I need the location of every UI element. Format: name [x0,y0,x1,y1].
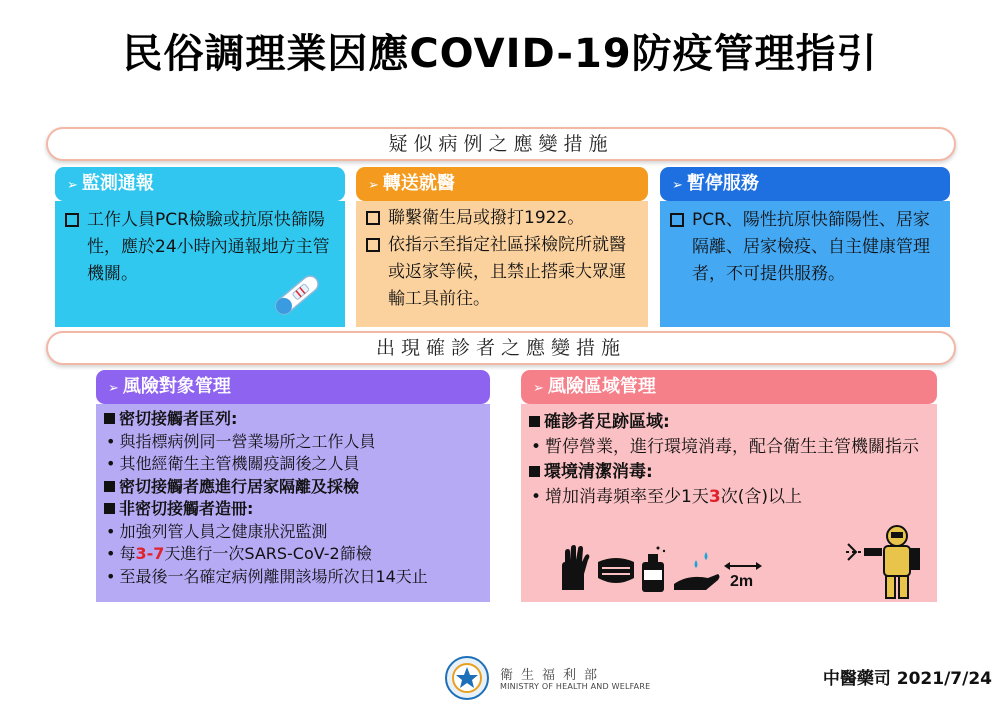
list-item: • 至最後一名確定病例離開該場所次日14天止 [104,566,482,589]
chevron-right-icon: ➢ [672,178,683,193]
ministry-name-en: MINISTRY OF HEALTH AND WELFARE [500,682,651,691]
distance-label: 2m [730,573,754,590]
list-item: 依指示至指定社區採檢院所就醫或返家等候，且禁止搭乘大眾運輸工具前往。 [366,232,640,313]
card-heading [55,167,345,201]
card-heading [356,167,648,201]
chevron-right-icon: ➢ [108,381,119,396]
hand-wash-icon [674,552,720,590]
card-heading [96,370,490,404]
section-confirmed-cases: 出現確診者之應變措施 [46,331,956,365]
chevron-right-icon: ➢ [67,178,78,193]
list-item: • 每3-7天進行一次SARS-CoV-2篩檢 [104,543,482,566]
list-heading: 密切接觸者應進行居家隔離及採檢 [104,476,482,499]
list-item: • 加強列管人員之健康狀況監測 [104,521,482,544]
checkbox-square-icon [65,213,79,227]
ministry-name: 衛生福利部 [500,668,606,683]
ministry-logo [444,655,490,701]
card-heading-label: 暫停服務 [686,173,759,194]
card-heading [660,167,950,201]
section-suspected-cases: 疑似病例之應變措施 [46,127,956,161]
prevention-icons [558,544,798,594]
list-item: • 其他經衛生主管機關疫調後之人員 [104,453,482,476]
mask-icon [598,558,634,583]
list-item: 聯繫衛生局或撥打1922。 [366,205,640,232]
card-body [96,404,490,602]
rapid-test-icon [270,270,324,320]
disinfection-worker-icon [842,522,932,600]
list-item: • 增加消毒頻率至少1天3次(含)以上 [529,485,929,510]
page-title: 民俗調理業因應COVID-19防疫管理指引 [122,31,878,77]
card-heading-label: 監測通報 [81,173,154,194]
list-heading: 環境清潔消毒: [529,460,929,485]
list-heading: 密切接觸者匡列: [104,408,482,431]
card-heading-label: 風險對象管理 [122,376,231,397]
list-item: • 暫停營業，進行環境消毒，配合衛生主管機關指示 [529,435,929,460]
glove-icon [562,545,589,590]
footer-credit: 中醫藥司 2021/7/24 [822,669,992,689]
list-item: 工作人員PCR檢驗或抗原快篩陽性，應於24小時內通報地方主管機關。 [65,207,337,288]
checkbox-square-icon [366,211,380,225]
distance-icon [724,562,762,570]
card-body [356,201,648,327]
card-heading-label: 轉送就醫 [382,173,455,194]
card-transfer-medical [356,167,648,327]
list-heading: 非密切接觸者造冊: [104,498,482,521]
card-body [660,201,950,327]
card-risk-person [96,370,490,602]
card-suspend-service [660,167,950,327]
list-heading: 確診者足跡區域: [529,410,929,435]
list-item: PCR、陽性抗原快篩陽性、居家隔離、居家檢疫、自主健康管理者，不可提供服務。 [670,207,942,288]
chevron-right-icon: ➢ [368,178,379,193]
list-item: • 與指標病例同一營業場所之工作人員 [104,431,482,454]
checkbox-square-icon [366,238,380,252]
chevron-right-icon: ➢ [533,381,544,396]
sanitizer-bottle-icon [642,547,665,593]
card-heading [521,370,937,404]
card-heading-label: 風險區域管理 [547,376,656,397]
checkbox-square-icon [670,213,684,227]
